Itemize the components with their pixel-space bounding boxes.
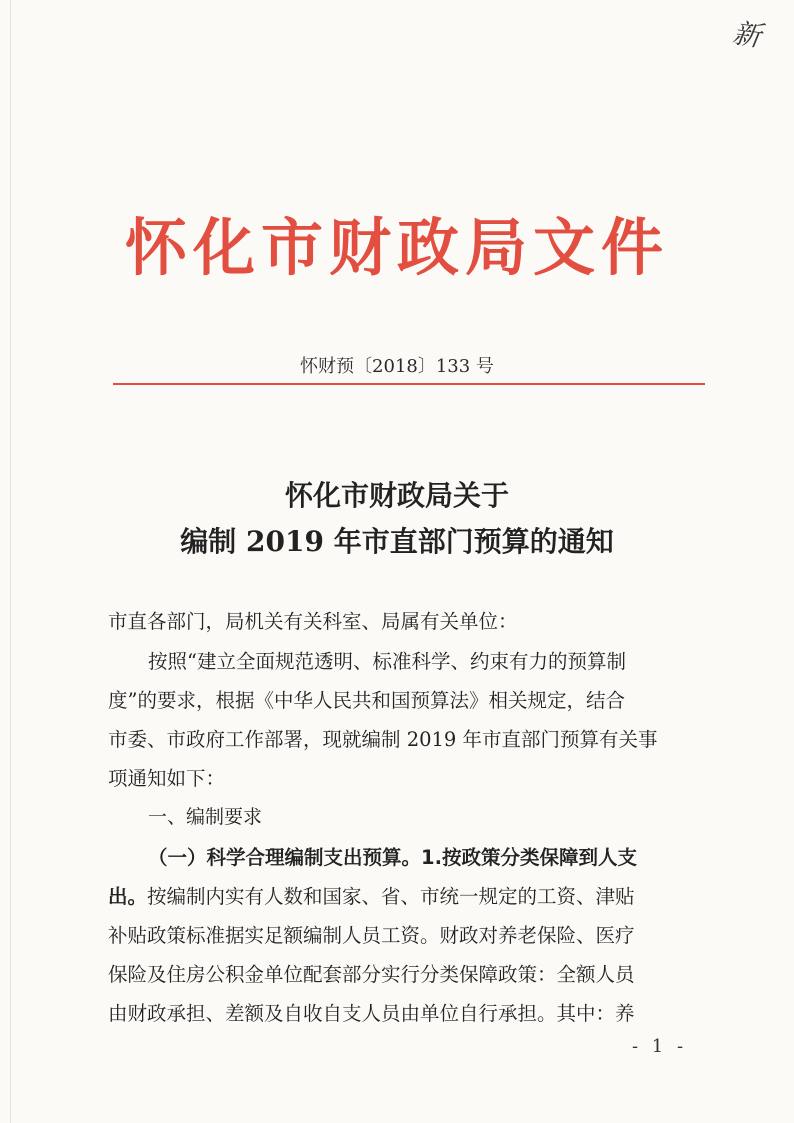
red-divider <box>113 383 705 385</box>
document-number: 怀财预〔2018〕133 号 <box>300 356 494 377</box>
scan-edge-line <box>10 0 11 1123</box>
paragraph-line: 补贴政策标准据实足额编制人员工资。财政对养老保险、医疗 <box>108 924 635 947</box>
paragraph-line: 项通知如下： <box>108 767 226 790</box>
item-text: 按编制内实有人数和国家、省、市统一规定的工资、津贴 <box>147 885 635 908</box>
page-number: - 1 - <box>632 1036 688 1057</box>
handwritten-mark: 新 <box>730 16 764 53</box>
subject-line-1: 怀化市财政局关于 <box>284 479 509 512</box>
salutation: 市直各部门，局机关有关科室、局属有关单位： <box>108 610 518 633</box>
paragraph-line <box>108 887 635 907</box>
document-header-title: 怀化市财政局文件 <box>124 211 669 284</box>
item-heading-bold-end: 出。 <box>108 885 148 908</box>
paragraph-line: 保险及住房公积金单位配套部分实行分类保障政策：全额人员 <box>108 963 635 986</box>
item-heading-bold: （一）科学合理编制支出预算。1.按政策分类保障到人支 <box>148 846 637 869</box>
subject-line-2: 编制 2019 年市直部门预算的通知 <box>180 525 614 558</box>
section-heading: 一、编制要求 <box>148 806 263 828</box>
paragraph-line: 按照“建立全面规范透明、标准科学、约束有力的预算制 <box>148 650 626 673</box>
paragraph-line: 由财政承担、差额及自收自支人员由单位自行承担。其中：养 <box>108 1002 635 1025</box>
paragraph-line: 度”的要求，根据《中华人民共和国预算法》相关规定，结合 <box>108 689 625 712</box>
paragraph-line: 市委、市政府工作部署，现就编制 2019 年市直部门预算有关事 <box>108 728 658 751</box>
